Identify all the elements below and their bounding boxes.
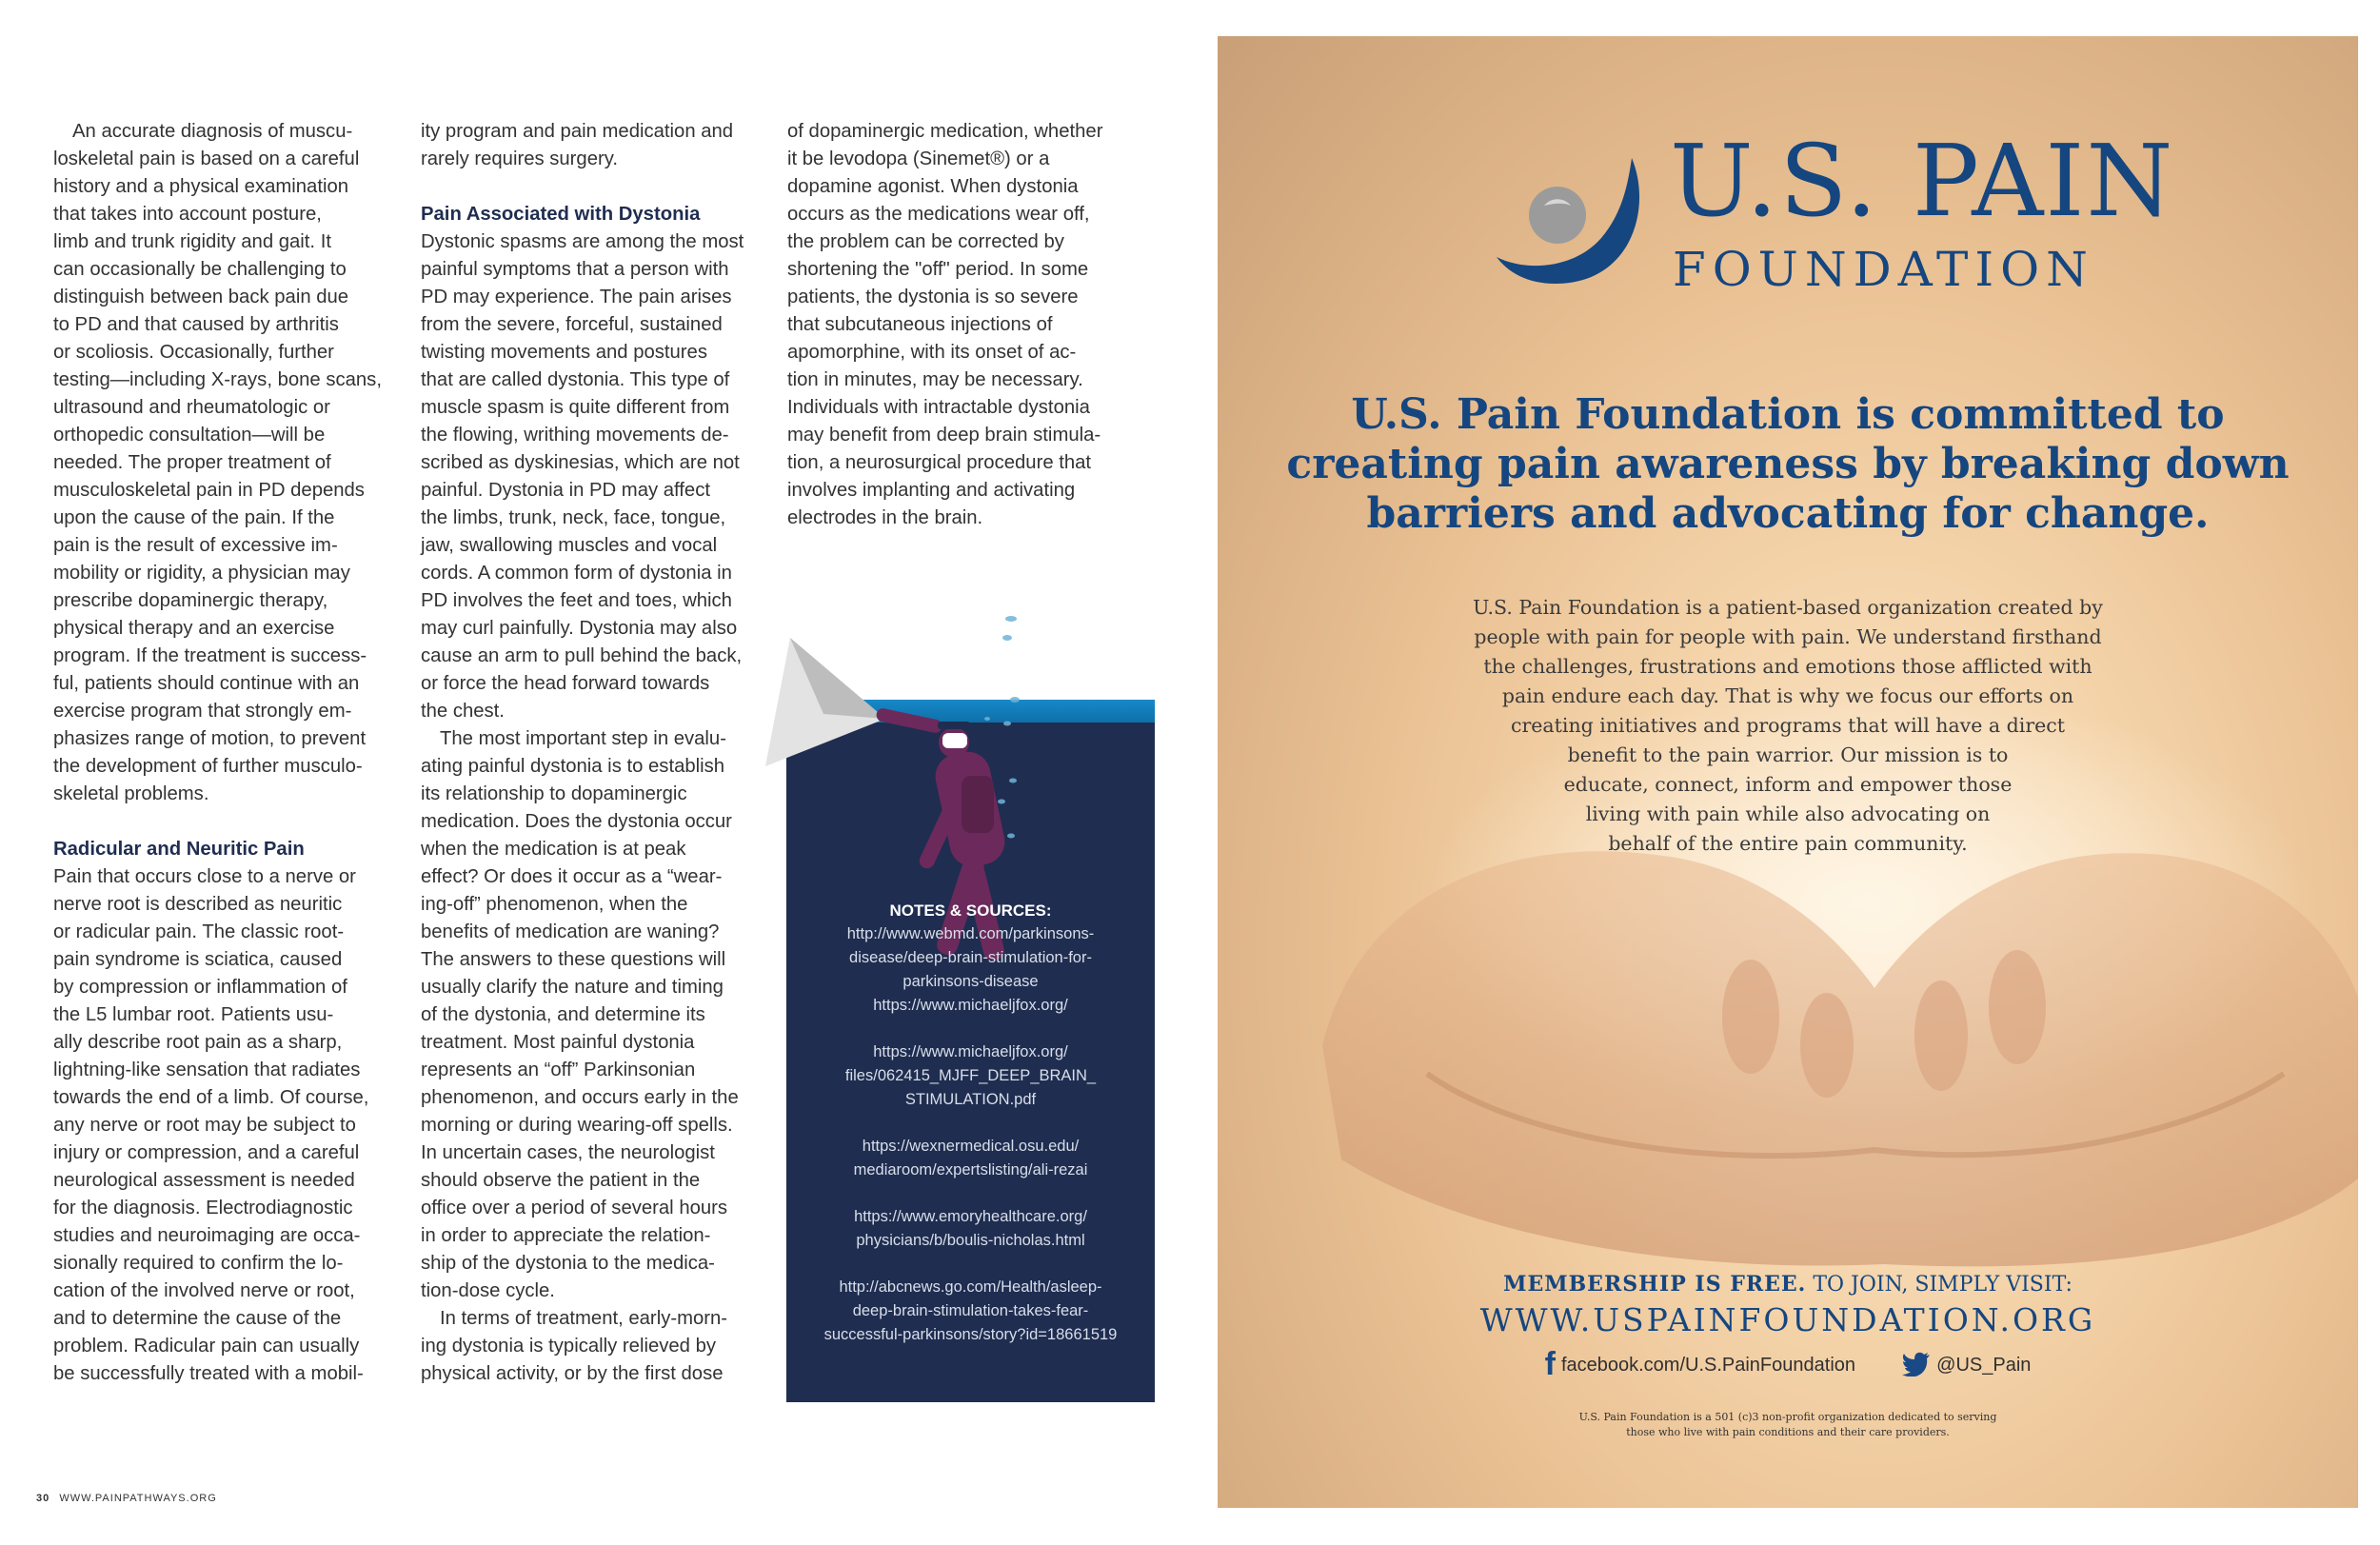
source-link[interactable]: https://www.michaeljfox.org/ files/062415_MJFF_DEEP_BRAIN_ STIMULATION.pdf xyxy=(844,1043,1097,1108)
section-heading-dystonia: Pain Associated with Dystonia xyxy=(421,204,701,225)
twitter-handle[interactable]: @US_Pain xyxy=(1936,1355,2032,1376)
article-paragraph: An accurate diagnosis of muscu- loskeletal pain is based on a careful history and a physical examination that takes into account posture, limb and trunk rigidity and gait. It can occasionally be challenging to distinguish between back pain due to PD and that caused by arthritis or scoliosis. Occasionally, further testing—including X-rays, bone scans, ultrasound and rheumatologic or orthopedic consultation—will be needed. The proper treatment of musculoskeletal pain in PD depends upon the cause of the pain. If the pain is the result of excessive im- mobility or rigidity, a physician may prescribe dopaminergic therapy, physical therapy and an exercise program. If the treatment is success- ful, patients should continue with an exercise program that strongly em- phasizes range of motion, to prevent the development of further musculo- skeletal problems. xyxy=(53,121,382,804)
logo-wordmark-line2: FOUNDATION xyxy=(1673,242,2094,297)
article-column-3 xyxy=(787,118,1122,532)
article-paragraph: The most important step in evalu- ating painful dystonia is to establish its relationship to dopaminergic medication. Does the dystonia occur when the medication is at peak effect? Or does it occur as a “wear- ing-off” phenomenon, when the benefits of medication are waning? The answers to these questions will usually clarify the nature and timing of the dystonia, and determine its treatment. Most painful dystonia represents an “off” Parkinsonian phenomenon, and occurs early in the morning or during wearing-off spells. In uncertain cases, the neurologist should observe the patient in the office over a period of several hours in order to appreciate the relation- ship of the dystonia to the medica- tion-dose cycle. xyxy=(421,728,739,1301)
page-number: 30 xyxy=(36,1493,50,1504)
twitter-icon xyxy=(1902,1352,1931,1377)
logo-wordmark-line1: U.S. PAIN xyxy=(1670,123,2175,239)
notes-and-sources xyxy=(796,899,1145,1370)
article-paragraph: ity program and pain medication and rarely requires surgery. xyxy=(421,121,734,169)
facebook-icon: f xyxy=(1544,1346,1556,1382)
article-paragraph: Dystonic spasms are among the most painful symptoms that a person with PD may experience. The pain arises from the severe, forceful, sustained twisting movements and postures that are called dystonia. This type of muscle spasm is quite different from the flowing, writhing movements de- scribed as dyskinesias, which are not painful. Dystonia in PD may affect the limbs, trunk, neck, face, tongue, jaw, swallowing muscles and vocal cords. A common form of dystonia in PD involves the feet and toes, which may curl painfully. Dystonia may also cause an arm to pull behind the back, or force the head forward towards the chest. xyxy=(421,231,744,722)
folio-site: WWW.PAINPATHWAYS.ORG xyxy=(59,1493,217,1504)
facebook-link[interactable]: facebook.com/U.S.PainFoundation xyxy=(1560,1355,1856,1376)
source-link[interactable]: https://www.emoryhealthcare.org/ physicians/b/boulis-nicholas.html xyxy=(854,1208,1087,1249)
us-pain-foundation-ad xyxy=(1218,36,2358,1508)
section-heading-radicular: Radicular and Neuritic Pain xyxy=(53,839,305,860)
notes-heading: NOTES & SOURCES: xyxy=(889,901,1052,920)
source-link[interactable]: http://www.webmd.com/parkinsons- disease/deep-brain-stimulation-for- parkinsons-disease https://www.michaeljfox.org/ xyxy=(846,925,1095,1014)
article-paragraph: Pain that occurs close to a nerve or nerve root is described as neuritic or radicular pain. The classic root- pain syndrome is sciatica, caused by compression or inflammation of the L5 lumbar root. Patients usu- ally describe root pain as a sharp, lightning-like sensation that radiates towards the end of a limb. Of course, any nerve or root may be subject to injury or compression, and a careful neurological assessment is needed for the diagnosis. Electrodiagnostic studies and neuroimaging are occa- sionally required to confirm the lo- cation of the involved nerve or root, and to determine the cause of the problem. Radicular pain can usually be successfully treated with a mobil- xyxy=(53,866,369,1384)
source-link[interactable]: https://wexnermedical.osu.edu/ mediaroom/expertslisting/ali-rezai xyxy=(853,1138,1088,1179)
ad-footnote: U.S. Pain Foundation is a 501 (c)3 non-profit organization dedicated to serving those who live with pain conditions and their care providers. xyxy=(1578,1411,1997,1438)
article-column-2 xyxy=(421,118,756,1388)
article-paragraph: of dopaminergic medication, whether it be levodopa (Sinemet®) or a dopamine agonist. When dystonia occurs as the medications wear off, the problem can be corrected by shortening the "off" period. In some patients, the dystonia is so severe that subcutaneous injections of apomorphine, with its onset of ac- tion in minutes, may be necessary. Individuals with intractable dystonia may benefit from deep brain stimula- tion, a neurosurgical procedure that involves implanting and activating electrodes in the brain. xyxy=(787,121,1103,528)
foundation-website-link[interactable]: WWW.USPAINFOUNDATION.ORG xyxy=(1479,1301,2096,1338)
membership-free-label: MEMBERSHIP IS FREE. xyxy=(1503,1272,1807,1297)
membership-line xyxy=(1218,1270,2358,1299)
article-paragraph: In terms of treatment, early-morn- ing dystonia is typically relieved by physical activity, or by the first dose xyxy=(421,1308,728,1384)
foundation-logo-icon xyxy=(1489,150,1660,293)
article-column-1 xyxy=(53,118,388,1388)
membership-visit-label: TO JOIN, SIMPLY VISIT: xyxy=(1813,1273,2073,1297)
source-link[interactable]: http://abcnews.go.com/Health/asleep- deep-brain-stimulation-takes-fear- successful-parkinsons/story?id=18661519 xyxy=(823,1278,1118,1343)
social-links xyxy=(1218,1348,2358,1381)
ad-headline: U.S. Pain Foundation is committed to creating pain awareness by breaking down barriers and advocating for change. xyxy=(1286,390,2290,538)
page-folio xyxy=(36,1493,217,1504)
ad-body-text: U.S. Pain Foundation is a patient-based organization created by people with pain for people with pain. We understand firsthand the challenges, frustrations and emotions those afflicted with pain endure each day. That is why we focus our efforts on creating initiatives and programs that will have a direct benefit to the pain warrior. Our mission is to educate, connect, inform and empower those living with pain while also advocating on behalf of the entire pain community. xyxy=(1473,596,2103,855)
